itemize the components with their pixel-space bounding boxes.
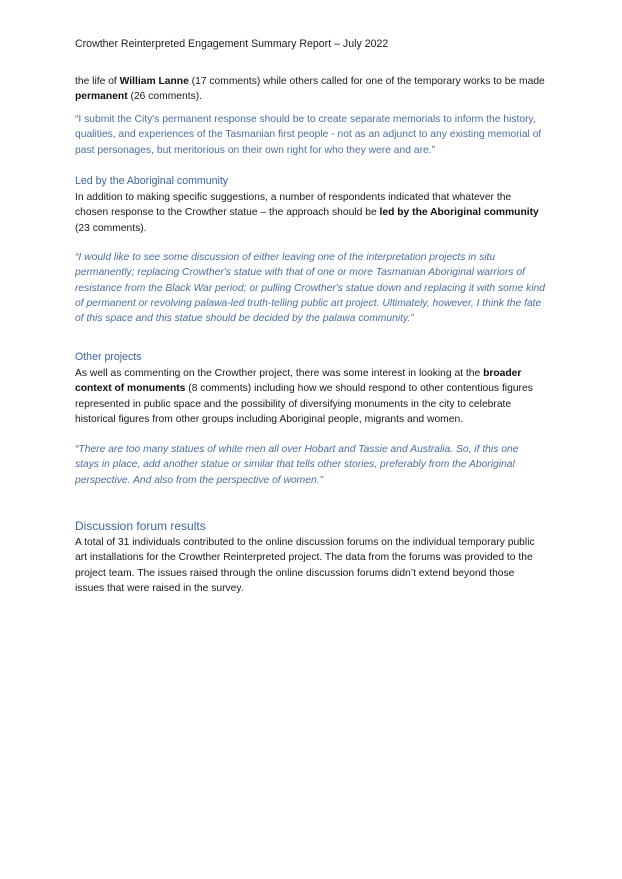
quote-palawa-community: “I would like to see some discussion of either leaving one of the interpretation projects in situ permanently; replacing Crowther's statue with that of one or more Tasmanian Aboriginal warriors of resistance from the Black War period; or pulling Crowther's statue down and replacing it with some kind of permanent or revolving palawa-led truth-telling public art project. Ultimately, however, I think the fate of this space and this statue should be decided by the palawa community.” (75, 252, 545, 325)
intro-text-2: (17 comments) while others called for one of the temporary works to be made (188, 76, 545, 87)
led-bold: led by the Aboriginal community (379, 207, 539, 219)
forum-paragraph: A total of 31 individuals contributed to the online discussion forums on the individual temporary public art installations for the Crowther Reinterpreted project. The data from the forums was provided to the project team. The issues raised through the online discussion forums didn’t extend beyond those issues that were raised in the survey. (75, 537, 535, 594)
led-text-2: (23 comments). (75, 222, 147, 234)
intro-text-1: the life of (75, 76, 120, 87)
intro-paragraph (75, 74, 545, 105)
other-text-2: (8 comments) including how we should respond to other contentious figures represented in public space and the possibility of diversifying monuments in the city to celebrate historical figures from other groups including Aboriginal people, migrants and women. (75, 383, 533, 425)
intro-text-3: (26 comments). (127, 91, 203, 103)
intro-bold-permanent: permanent (75, 91, 128, 103)
heading-led-by-aboriginal-community: Led by the Aboriginal community (75, 175, 229, 187)
other-bold: broader context of monuments (75, 368, 522, 395)
other-text-1: As well as commenting on the Crowther project, there was some interest in looking at the (75, 368, 484, 379)
heading-other-projects: Other projects (75, 351, 142, 363)
quote-statues-of-white-men: “There are too many statues of white men all over Hobart and Tassie and Australia. So, if this one stays in place, add another statue or similar that tells other stories, preferably from the Aboriginal perspective. And also from the perspective of women.” (75, 444, 519, 486)
intro-bold-william-lanne: William Lanne (119, 76, 189, 87)
page-header: Crowther Reinterpreted Engagement Summary Report – July 2022 (75, 38, 389, 50)
led-paragraph (75, 190, 545, 236)
led-text-1: In addition to making specific suggestions, a number of respondents indicated that whatever the chosen response to the Crowther statue – the approach should be (75, 192, 512, 219)
quote-permanent-response: “I submit the City's permanent response should be to create separate memorials to inform the history, qualities, and experiences of the Tasmanian first people - not as an adjunct to any existing memorial of past personages, but meritorious on their own right for who they were and are.” (75, 114, 542, 156)
heading-discussion-forum-results: Discussion forum results (75, 519, 206, 533)
other-projects-paragraph (75, 366, 545, 427)
